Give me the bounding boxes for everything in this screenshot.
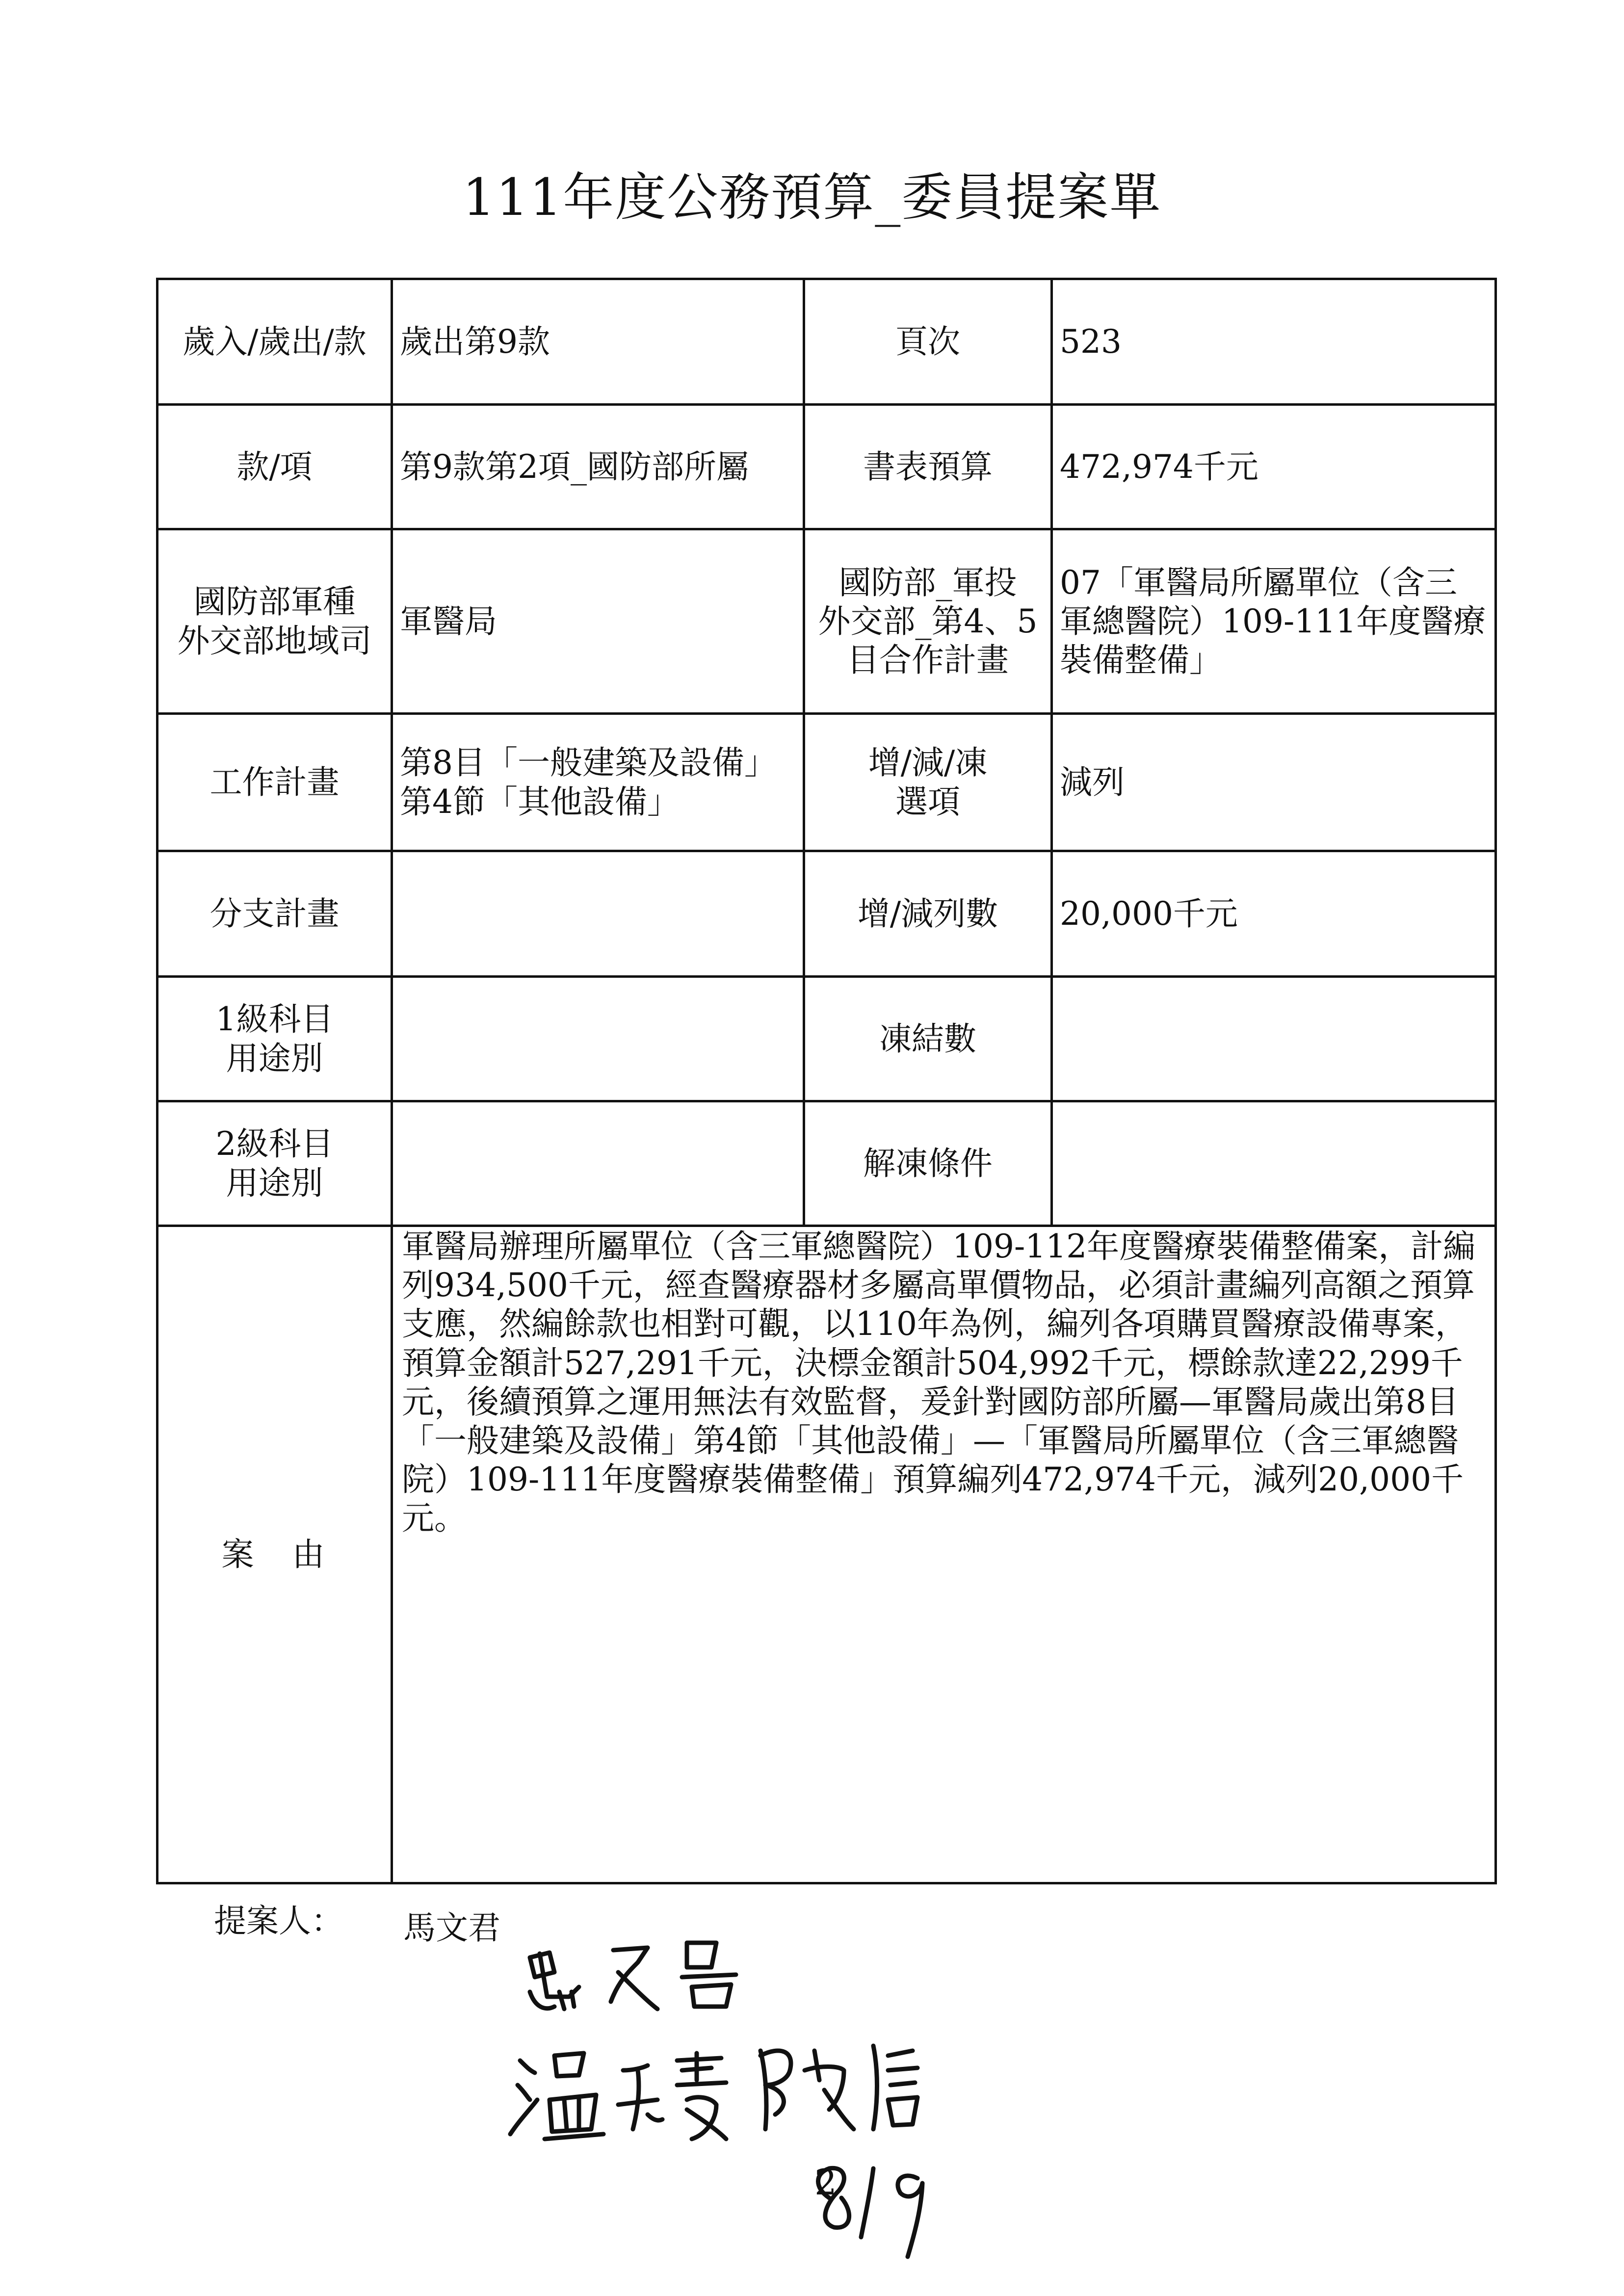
row-label-right: 書表預算 — [804, 405, 1052, 529]
row-value-left: 軍醫局 — [392, 529, 804, 714]
reason-text: 軍醫局辦理所屬單位（含三軍總醫院）109-112年度醫療裝備整備案，計編列934,500千元，經查醫療器材多屬高單價物品，必須計畫編列高額之預算支應，然編餘款也相對可觀，以110年為例，編列各項購買醫療設備專案，預算金額計527,291千元，決標金額計504,992千元，標餘款達22,299千元，後續預算之運用無法有效監督，爰針對國防部所屬—軍醫局歲出第8目「一般建築及設備」第4節「其他設備」—「軍醫局所屬單位（含三軍總醫院）109-111年度醫療裝備整備」預算編列472,974千元，減列20,000千元。 — [392, 1226, 1496, 1883]
row-label-right: 頁次 — [804, 279, 1052, 405]
row-label-right: 國防部_軍投 外交部_第4、5 目合作計畫 — [804, 529, 1052, 714]
form-row — [157, 1101, 1496, 1226]
row-value-left — [392, 977, 804, 1101]
row-value-left — [392, 1101, 804, 1226]
signature-chen-yi-hsin — [760, 2046, 917, 2129]
form-row — [157, 529, 1496, 714]
row-label-left: 款/項 — [157, 405, 392, 529]
form-row — [157, 714, 1496, 851]
row-value-right: 20,000千元 — [1052, 851, 1496, 977]
reason-label: 案 由 — [157, 1226, 392, 1883]
form-row — [157, 977, 1496, 1101]
page-title: 111年度公務預算_委員提案單 — [462, 167, 1162, 227]
handwritten-signatures — [500, 1923, 1236, 2276]
row-value-left: 第8目「一般建築及設備」 第4節「其他設備」 — [392, 714, 804, 851]
row-label-left: 1級科目 用途別 — [157, 977, 392, 1101]
row-value-right: 523 — [1052, 279, 1496, 405]
row-label-right: 凍結數 — [804, 977, 1052, 1101]
proposal-form-table — [156, 278, 1497, 1884]
row-value-right: 07「軍醫局所屬單位（含三軍總醫院）109-111年度醫療裝備整備」 — [1052, 529, 1496, 714]
row-value-right — [1052, 977, 1496, 1101]
row-label-right: 增/減列數 — [804, 851, 1052, 977]
form-row — [157, 405, 1496, 529]
row-label-right: 增/減/凍 選項 — [804, 714, 1052, 851]
reason-row — [157, 1226, 1496, 1883]
row-label-left: 國防部軍種 外交部地域司 — [157, 529, 392, 714]
form-row — [157, 851, 1496, 977]
form-row — [157, 279, 1496, 405]
row-label-left: 歲入/歲出/款 — [157, 279, 392, 405]
row-value-right: 472,974千元 — [1052, 405, 1496, 529]
row-value-left — [392, 851, 804, 977]
signature-ma-wen-chun — [530, 1943, 736, 2009]
row-value-right — [1052, 1101, 1496, 1226]
row-value-left: 第9款第2項_國防部所屬 — [392, 405, 804, 529]
signature-wen-yu-hsia — [510, 2053, 726, 2139]
row-label-left: 工作計畫 — [157, 714, 392, 851]
row-label-left: 分支計畫 — [157, 851, 392, 977]
page-number: 2 — [814, 2162, 837, 2203]
proposer-name: 馬文君 — [403, 1909, 500, 1947]
row-value-left: 歲出第9款 — [392, 279, 804, 405]
row-label-left: 2級科目 用途別 — [157, 1101, 392, 1226]
proposer-label: 提案人： — [214, 1902, 343, 1940]
row-label-right: 解凍條件 — [804, 1101, 1052, 1226]
row-value-right: 減列 — [1052, 714, 1496, 851]
